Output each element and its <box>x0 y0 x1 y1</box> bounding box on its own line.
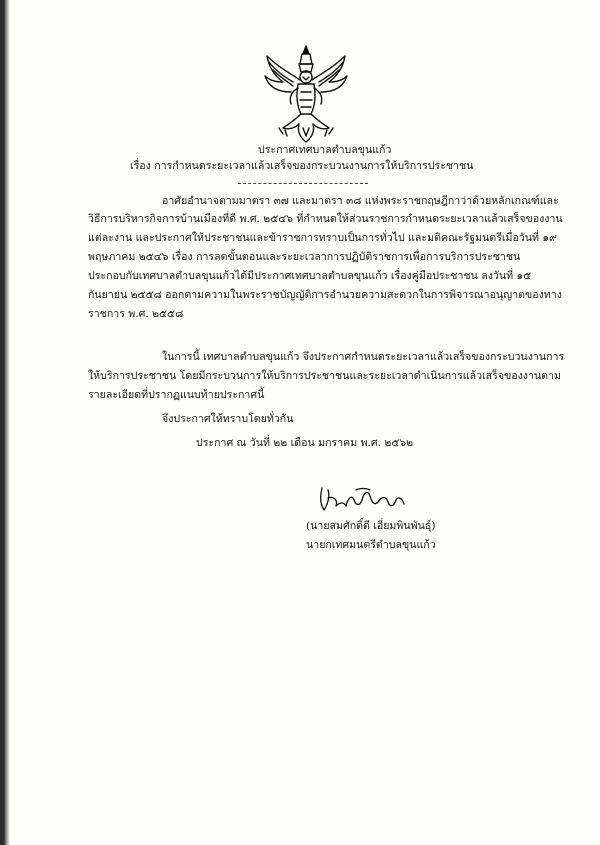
announcement-date: ประกาศ ณ วันที่ ๒๒ เดือน มกราคม พ.ศ. ๒๕๖๒ <box>196 437 414 449</box>
paragraph-2-line: ให้บริการประชาชน โดยมีกระบวนการให้บริการประชาชนและระยะเวลาดำเนินการแล้วเสร็จของงานตาม <box>88 370 561 382</box>
scan-edge <box>0 0 10 845</box>
paragraph-1-line: พฤษภาคม ๒๕๔๖ เรื่อง การลดขั้นตอนและระยะเวลาการปฏิบัติราชการเพื่อการบริการประชาชน <box>88 251 521 263</box>
closing-statement: จึงประกาศให้ทราบโดยทั่วกัน <box>162 413 294 425</box>
announcement-title: ประกาศเทศบาลตำบลขุนแก้ว <box>258 144 392 156</box>
signer-name: (นายสมศักดิ์ดี เอี่ยมพินพันธุ์) <box>306 520 436 532</box>
paragraph-1-line: ประกอบกับเทศบาลตำบลขุนแก้วได้มีประกาศเทศบาลตำบลขุนแก้ว เรื่องคู่มือประชาชน ลงวันที่ ๑๕ <box>88 270 532 282</box>
paragraph-2-line: ในการนี้ เทศบาลตำบลขุนแก้ว จึงประกาศกำหนดระยะเวลาแล้วเสร็จของกระบวนงานการ <box>162 351 565 363</box>
title-divider <box>238 183 368 184</box>
handwritten-signature-icon <box>316 484 408 514</box>
garuda-emblem-icon <box>263 44 349 144</box>
paragraph-1-line: ราชการ พ.ศ. ๒๕๕๘ <box>88 308 184 320</box>
paragraph-1-line: กันยายน ๒๕๕๘ ออกตามความในพระราชบัญญัติการอำนวยความสะดวกในการพิจารณาอนุญาตของทาง <box>88 289 562 301</box>
announcement-subject: เรื่อง การกำหนดระยะเวลาแล้วเสร็จของกระบวนงานการให้บริการประชาชน <box>130 160 474 172</box>
paragraph-1-line: แต่ละงาน และประกาศให้ประชาชนและข้าราชการทราบเป็นการทั่วไป และมติคณะรัฐมนตรีเมื่อวันที่ ๑๙ <box>88 232 557 244</box>
paragraph-1-line: วิธีการบริหารกิจการบ้านเมืองที่ดี พ.ศ. ๒๕๔๖ ที่กำหนดให้ส่วนราชการกำหนดระยะเวลาแล้วเสร็จของงาน <box>88 213 563 225</box>
paragraph-2-line: รายละเอียดที่ปรากฏแนบท้ายประกาศนี้ <box>88 389 265 401</box>
paragraph-1-line: อาศัยอำนาจตามมาตรา ๓๗ และมาตรา ๓๘ แห่งพระราชกฤษฎีกาว่าด้วยหลักเกณฑ์และ <box>162 195 559 207</box>
signer-position: นายกเทศมนตรีตำบลขุนแก้ว <box>306 539 436 551</box>
